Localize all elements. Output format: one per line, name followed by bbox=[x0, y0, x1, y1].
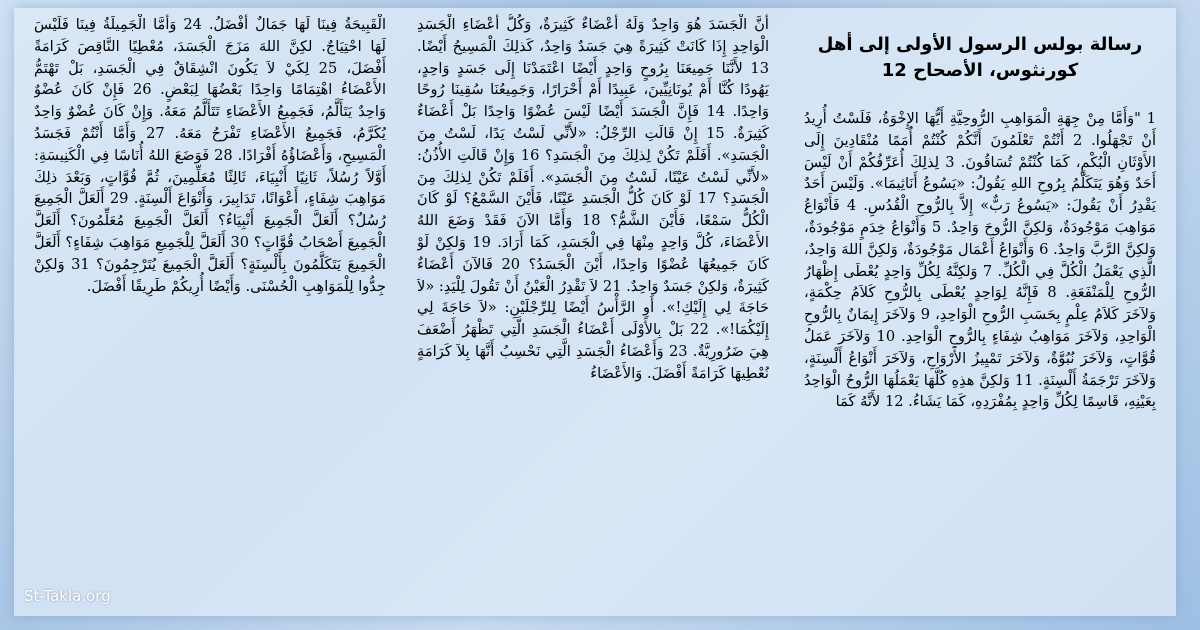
passage-text-right: 1 "وَأَمَّا مِنْ جِهَةِ الْمَوَاهِبِ الرُّوحِيَّةِ أَيُّهَا الإِخْوَةُ، فَلَسْتُ أُرِيدُ أَنْ تَجْهَلُوا. 2 أَنْتُمْ تَعْلَمُونَ أَنَّكُمْ كُنْتُمْ أُمَمًا مُنْقَادِينَ إِلَى الأَوْثَانِ الْبُكْمِ، كَمَا كُنْتُمْ تُسَاقُونَ. 3 لِذلِكَ أُعَرِّفُكُمْ أَنْ لَيْسَ أَحَدٌ وَهُوَ يَتَكَلَّمُ بِرُوحِ اللهِ يَقُولُ: «يَسُوعُ أَنَاثِيمَا». وَلَيْسَ أَحَدٌ يَقْدِرُ أَنْ يَقُولَ: «يَسُوعُ رَبٌّ» إِلاَّ بِالرُّوحِ الْقُدُسِ. 4 فَأَنْوَاعُ مَوَاهِبَ مَوْجُودَةٌ، وَلكِنَّ الرُّوحَ وَاحِدٌ. 5 وَأَنْوَاعُ خِدَمٍ مَوْجُودَةٌ، وَلكِنَّ الرَّبَّ وَاحِدٌ. 6 وَأَنْوَاعُ أَعْمَال مَوْجُودَةٌ، وَلكِنَّ اللهَ وَاحِدٌ، الَّذِي يَعْمَلُ الْكُلَّ فِي الْكُلِّ. 7 وَلكِنَّهُ لِكُلِّ وَاحِدٍ يُعْطَى إِظْهَارُ الرُّوحِ لِلْمَنْفَعَةِ. 8 فَإِنَّهُ لِوَاحِدٍ يُعْطَى بِالرُّوحِ كَلاَمُ حِكْمَةٍ، وَلآخَرَ كَلاَمُ عِلْمٍ بِحَسَبِ الرُّوحِ الْوَاحِدِ، 9 وَلآخَرَ إِيمَانٌ بِالرُّوحِ الْوَاحِدِ، وَلآخَرَ مَوَاهِبُ شِفَاءٍ بِالرُّوحِ الْوَاحِدِ. 10 وَلآخَرَ عَمَلُ قُوَّاتٍ، وَلآخَرَ نُبُوَّةٌ، وَلآخَرَ تَمْيِيزُ الأَرْوَاحِ، وَلآخَرَ أَنْوَاعُ أَلْسِنَةٍ، وَلآخَرَ تَرْجَمَةُ أَلْسِنَةٍ. 11 وَلكِنَّ هذِهِ كُلَّهَا يَعْمَلُهَا الرُّوحُ الْوَاحِدُ بِعَيْنِهِ، قَاسِمًا لِكُلِّ وَاحِدٍ بِمُفْرَدِهِ، كَمَا يَشَاءُ. 12 لأَنَّهُ كَمَا bbox=[804, 110, 1156, 411]
column-right bbox=[804, 22, 1156, 622]
watermark-logo: St-Takla.org bbox=[24, 587, 111, 605]
passage-text-middle: أَنَّ الْجَسَدَ هُوَ وَاحِدٌ وَلَهُ أَعْضَاءٌ كَثِيرَةٌ، وَكُلُّ أَعْضَاءِ الْجَسَدِ الْوَاحِدِ إِذَا كَانَتْ كَثِيرَةً هِيَ جَسَدٌ وَاحِدٌ، كَذلِكَ الْمَسِيحُ أَيْضًا. 13 لأَنَّنَا جَمِيعَنَا بِرُوحٍ وَاحِدٍ أَيْضًا اعْتَمَدْنَا إِلَى جَسَدٍ وَاحِدٍ، يَهُودًا كُنَّا أَمْ يُونَانِيِّينَ، عَبِيدًا أَمْ أَحْرَارًا، وَجَمِيعُنَا سُقِينَا رُوحًا وَاحِدًا. 14 فَإِنَّ الْجَسَدَ أَيْضًا لَيْسَ عُضْوًا وَاحِدًا بَلْ أَعْضَاءٌ كَثِيرَةٌ. 15 إِنْ قَالَتِ الرِّجْلُ: «لأَنِّي لَسْتُ يَدًا، لَسْتُ مِنَ الْجَسَدِ». أَفَلَمْ تَكُنْ لِذلِكَ مِنَ الْجَسَدِ؟ 16 وَإِنْ قَالَتِ الأُذُنُ: «لأَنِّي لَسْتُ عَيْنًا، لَسْتُ مِنَ الْجَسَدِ». أَفَلَمْ تَكُنْ لِذلِكَ مِنَ الْجَسَدِ؟ 17 لَوْ كَانَ كُلُّ الْجَسَدِ عَيْنًا، فَأَيْنَ السَّمْعُ؟ لَوْ كَانَ الْكُلُّ سَمْعًا، فَأَيْنَ الشَّمُّ؟ 18 وَأَمَّا الآنَ فَقَدْ وَضَعَ اللهُ الأَعْضَاءَ، كُلَّ وَاحِدٍ مِنْهَا فِي الْجَسَدِ، كَمَا أَرَادَ. 19 وَلكِنْ لَوْ كَانَ جَمِيعُهَا عُضْوًا وَاحِدًا، أَيْنَ الْجَسَدُ؟ 20 فَالآنَ أَعْضَاءٌ كَثِيرَةٌ، وَلكِنْ جَسَدٌ وَاحِدٌ. 21 لاَ تَقْدِرُ الْعَيْنُ أَنْ تَقُولَ لِلْيَدِ: «لاَ حَاجَةَ لِي إِلَيْكِ!». أَوِ الرَّأْسُ أَيْضًا لِلرِّجْلَيْنِ: «لاَ حَاجَةَ لِي إِلَيْكُمَا!». 22 بَلْ بِالأَوْلَى أَعْضَاءُ الْجَسَدِ الَّتِي تَظْهَرُ أَضْعَفَ هِيَ ضَرُورِيَّةٌ. 23 وَأَعْضَاءُ الْجَسَدِ الَّتِي نَحْسِبُ أَنَّهَا بِلاَ كَرَامَةٍ نُعْطِيهَا كَرَامَةً أَفْضَلَ. وَالأَعْضَاءُ bbox=[417, 16, 769, 382]
passage-text-left: الْقَبِيحَةُ فِينَا لَهَا جَمَالٌ أَفْضَلُ. 24 وَأَمَّا الْجَمِيلَةُ فِينَا فَلَيْسَ لَهَا احْتِيَاجٌ. لكِنَّ اللهَ مَزَجَ الْجَسَدَ، مُعْطِيًا النَّاقِصَ كَرَامَةً أَفْضَلَ، 25 لِكَيْ لاَ يَكُونَ انْشِقَاقٌ فِي الْجَسَدِ، بَلْ تَهْتَمُّ الأَعْضَاءُ اهْتِمَامًا وَاحِدًا بَعْضُهَا لِبَعْضٍ. 26 فَإِنْ كَانَ عُضْوٌ وَاحِدٌ يَتَأَلَّمُ، فَجَمِيعُ الأَعْضَاءِ تَتَأَلَّمُ مَعَهُ. وَإِنْ كَانَ عُضْوٌ وَاحِدٌ يُكَرَّمُ، فَجَمِيعُ الأَعْضَاءِ تَفْرَحُ مَعَهُ. 27 وَأَمَّا أَنْتُمْ فَجَسَدُ الْمَسِيحِ، وَأَعْضَاؤُهُ أَفْرَادًا. 28 فَوَضَعَ اللهُ أُنَاسًا فِي الْكَنِيسَةِ: أَوَّلاً رُسُلاً، ثَانِيًا أَنْبِيَاءَ، ثَالِثًا مُعَلِّمِينَ، ثُمَّ قُوَّاتٍ، وَبَعْدَ ذلِكَ مَوَاهِبَ شِفَاءٍ، أَعْوَانًا، تَدَابِيرَ، وَأَنْوَاعَ أَلْسِنَةٍ. 29 أَلَعَلَّ الْجَمِيعَ رُسُلٌ؟ أَلَعَلَّ الْجَمِيعَ أَنْبِيَاءُ؟ أَلَعَلَّ الْجَمِيعَ مُعَلِّمُونَ؟ أَلَعَلَّ الْجَمِيعَ أَصْحَابُ قُوَّاتٍ؟ 30 أَلَعَلَّ لِلْجَمِيعِ مَوَاهِبَ شِفَاءٍ؟ أَلَعَلَّ الْجَمِيعَ يَتَكَلَّمُونَ بِأَلْسِنَةٍ؟ أَلَعَلَّ الْجَمِيعَ يُتَرْجِمُونَ؟ 31 وَلكِنْ جِدُّوا لِلْمَوَاهِبِ الْحُسْنَى. وَأَيْضًا أُرِيكُمْ طَرِيقًا أَفْضَلَ. bbox=[34, 16, 386, 295]
document-panel bbox=[14, 8, 1176, 616]
column-left bbox=[34, 14, 386, 614]
column-middle bbox=[417, 14, 769, 614]
page-title: رسالة بولس الرسول الأولى إلى أهل كورنثوس، الأصحاح 12 bbox=[817, 34, 1143, 81]
